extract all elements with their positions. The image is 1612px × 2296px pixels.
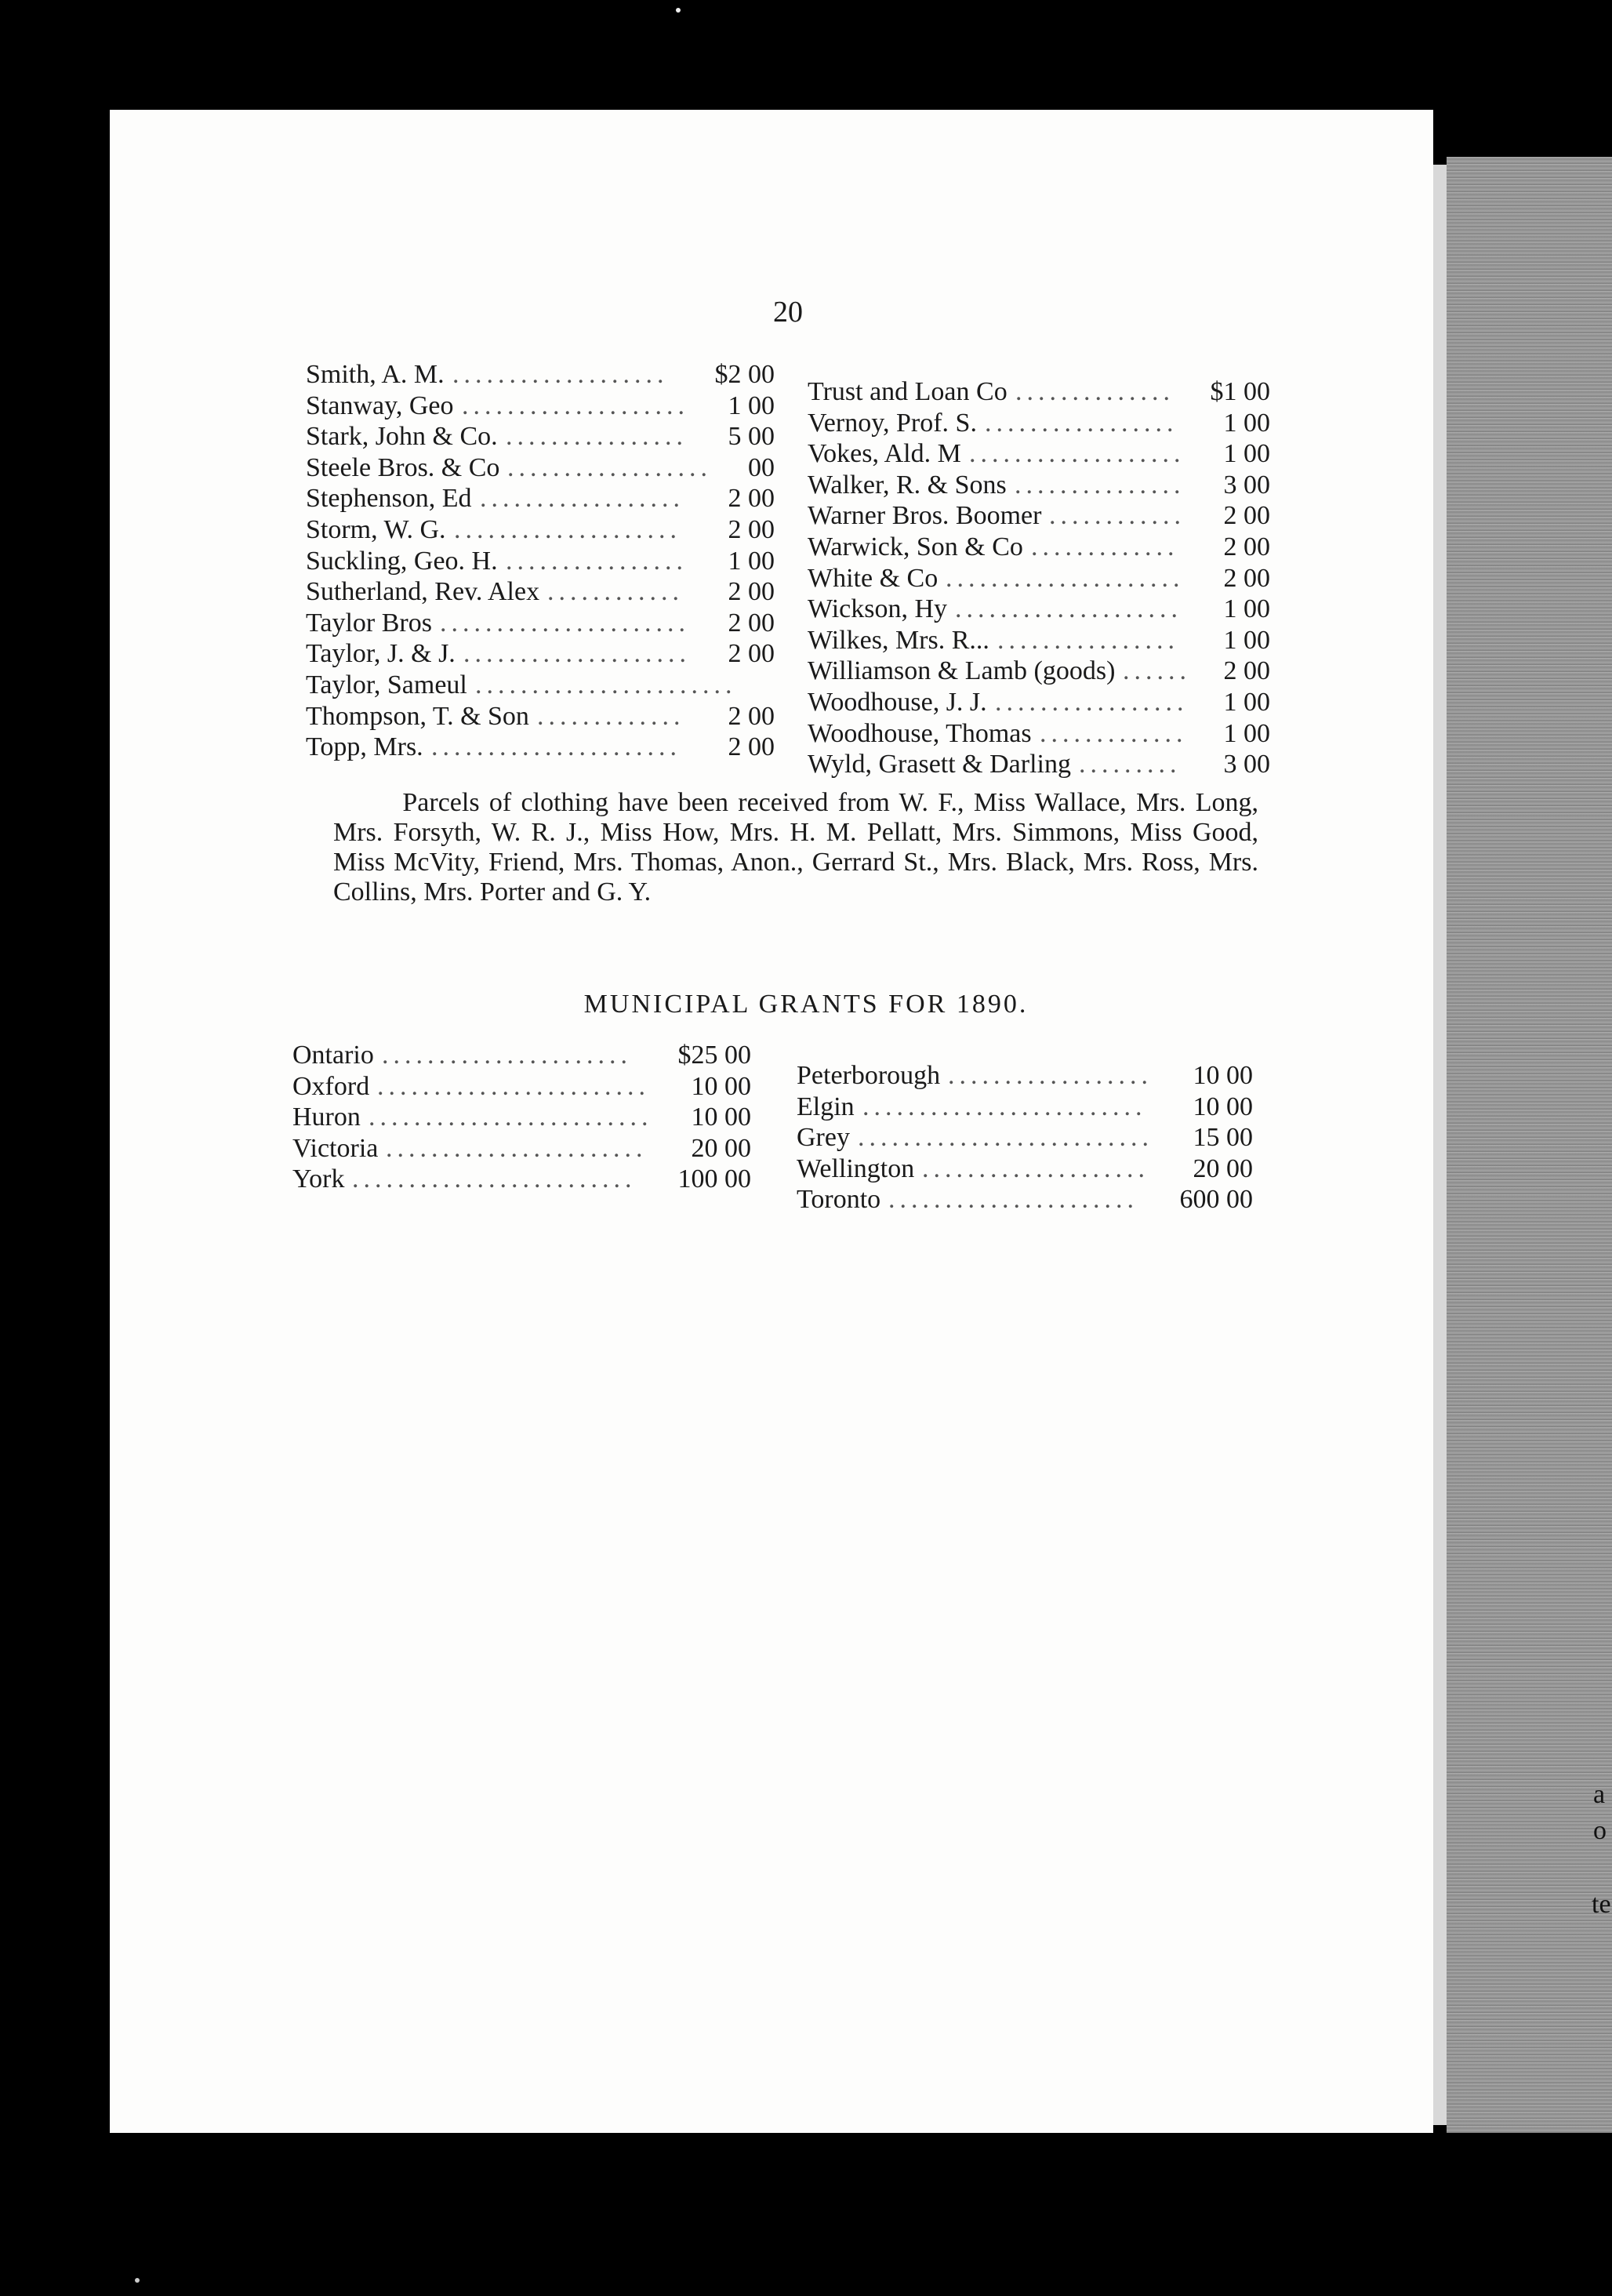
donation-row-name: Walker, R. & Sons	[808, 470, 1007, 500]
donation-row-name: Stark, John & Co.	[306, 422, 498, 452]
dot-leader: .........	[1079, 750, 1182, 779]
donation-row	[306, 359, 775, 391]
dot-leader: ................	[506, 422, 688, 452]
donation-row	[808, 563, 1270, 594]
donation-row	[808, 438, 1270, 470]
dot-leader: .............	[537, 701, 685, 731]
dot-leader: ..........................	[858, 1123, 1153, 1153]
donation-row	[808, 470, 1270, 501]
donations-right-column	[808, 376, 1270, 780]
dot-leader: ....................	[955, 594, 1182, 624]
dot-leader: ....................	[463, 639, 691, 669]
dot-leader: ..................	[480, 484, 684, 514]
donation-row	[306, 732, 775, 763]
dot-leader: ....................	[454, 514, 681, 544]
speck	[135, 2278, 140, 2283]
grant-row	[797, 1092, 1253, 1123]
dot-leader: ................	[997, 625, 1179, 655]
donation-row-name: Storm, W. G.	[306, 514, 446, 544]
donation-row	[306, 514, 775, 546]
donation-row-name: Vernoy, Prof. S.	[808, 408, 977, 438]
donation-row-amount: 1 00	[1223, 625, 1270, 655]
grant-row	[292, 1040, 751, 1071]
donation-row-name: Wyld, Grasett & Darling	[808, 750, 1071, 779]
grant-row-amount: 10 00	[691, 1071, 751, 1101]
donation-row-amount: 1 00	[1223, 687, 1270, 717]
dot-leader: .......................	[475, 670, 737, 699]
donation-row	[306, 576, 775, 608]
donation-row-name: Warner Bros. Boomer	[808, 501, 1042, 531]
dot-leader: ......	[1123, 656, 1191, 686]
dot-leader: ............	[1049, 501, 1185, 531]
dot-leader: ....................	[922, 1153, 1149, 1183]
grant-row-name: Peterborough	[797, 1061, 941, 1090]
grant-row-name: Toronto	[797, 1185, 881, 1215]
dot-leader: .........................	[352, 1164, 637, 1194]
speck	[676, 8, 681, 13]
donation-row	[306, 608, 775, 639]
grant-row-amount: 10 00	[1193, 1061, 1253, 1090]
donation-row	[306, 546, 775, 577]
donation-row-amount: 1 00	[1223, 718, 1270, 748]
parcels-text: Parcels of clothing have been received from W. F., Miss Wallace, Mrs. Long, Mrs. Forsyth, W. R. J., Miss How, Mrs. H. M. Pellatt, Mrs. Simmons, Miss Good, Miss McVity, Friend, Mrs. Thomas, Anon., Gerrard St., Mrs. Black, Mrs. Ross, Mrs. Collins, Mrs. Porter and G. Y.	[333, 788, 1258, 906]
dot-leader: .............	[1031, 532, 1179, 561]
grants-left-column	[292, 1040, 751, 1195]
grant-row-name: Ontario	[292, 1041, 374, 1070]
donation-row	[808, 625, 1270, 656]
grant-row	[797, 1184, 1253, 1215]
grant-row-amount: 20 00	[1193, 1153, 1253, 1183]
donation-row-amount: 2 00	[1223, 656, 1270, 686]
grant-row-name: Huron	[292, 1103, 361, 1132]
donation-row-amount: 00	[748, 452, 775, 482]
dot-leader: ......................	[888, 1185, 1138, 1215]
donation-row-amount: 2 00	[1223, 563, 1270, 593]
grant-row-amount: 10 00	[1193, 1092, 1253, 1121]
donation-row-name: Taylor Bros	[306, 608, 432, 638]
grant-row-amount: 15 00	[1193, 1123, 1253, 1153]
donation-row-amount: $1 00	[1210, 377, 1270, 406]
donation-row	[306, 421, 775, 452]
donation-row	[306, 670, 775, 701]
grant-row	[797, 1153, 1253, 1185]
donations-left-column	[306, 359, 775, 763]
donation-row-name: White & Co	[808, 563, 939, 593]
grant-row-name: Oxford	[292, 1071, 370, 1101]
dot-leader: .....................	[946, 563, 1185, 593]
grant-row-name: Wellington	[797, 1153, 915, 1183]
donation-row	[808, 376, 1270, 408]
dot-leader: .................	[985, 408, 1178, 438]
grant-row-amount: 20 00	[691, 1133, 751, 1163]
donation-row	[808, 656, 1270, 687]
adjacent-page-texture	[1447, 157, 1612, 2133]
dot-leader: .........................	[862, 1092, 1147, 1121]
dot-leader: ....................	[462, 391, 689, 420]
dot-leader: ..................	[948, 1061, 1153, 1090]
grant-row-name: Grey	[797, 1123, 850, 1153]
donation-row-name: Topp, Mrs.	[306, 732, 423, 762]
donation-row-amount: 2 00	[728, 514, 775, 544]
edge-fragment-te: te	[1592, 1890, 1611, 1919]
donation-row	[808, 500, 1270, 532]
dot-leader: ..............	[1015, 377, 1175, 406]
donation-row-name: Wickson, Hy	[808, 594, 948, 624]
dot-leader: .........................	[369, 1103, 653, 1132]
grant-row-name: Victoria	[292, 1133, 379, 1163]
dot-leader: .......................	[386, 1133, 648, 1163]
donation-row-amount: 3 00	[1223, 750, 1270, 779]
donation-row	[808, 718, 1270, 750]
donation-row-name: Taylor, Sameul	[306, 670, 467, 699]
dot-leader: ......................	[382, 1041, 632, 1070]
donation-row-amount: 2 00	[1223, 501, 1270, 531]
donation-row-name: Trust and Loan Co	[808, 377, 1008, 406]
donation-row	[306, 483, 775, 514]
parcels-paragraph	[333, 788, 1258, 907]
grant-row-amount: 10 00	[691, 1103, 751, 1132]
grant-row	[292, 1164, 751, 1195]
dot-leader: ............	[547, 577, 684, 607]
dot-leader: ......................	[440, 608, 690, 638]
donation-row-name: Woodhouse, J. J.	[808, 687, 987, 717]
donation-row	[306, 701, 775, 732]
grant-row-amount: $25 00	[677, 1041, 751, 1070]
dot-leader: .................	[995, 687, 1189, 717]
donation-row-amount: 2 00	[728, 484, 775, 514]
donation-row-name: Williamson & Lamb (goods)	[808, 656, 1116, 686]
donation-row-amount: 1 00	[728, 546, 775, 576]
grant-row	[292, 1071, 751, 1103]
page-number: 20	[773, 296, 803, 329]
dot-leader: ...................	[452, 360, 669, 389]
donation-row	[808, 532, 1270, 563]
donation-row-name: Suckling, Geo. H.	[306, 546, 498, 576]
donation-row-amount: 2 00	[728, 639, 775, 669]
grant-row-amount: 600 00	[1179, 1185, 1253, 1215]
donation-row-name: Stanway, Geo	[306, 391, 454, 420]
donation-row-name: Thompson, T. & Son	[306, 701, 529, 731]
grants-right-column	[797, 1060, 1253, 1215]
donation-row-name: Steele Bros. & Co	[306, 452, 500, 482]
donation-row	[808, 749, 1270, 780]
dot-leader: ......................	[431, 732, 681, 762]
donation-row-name: Vokes, Ald. M	[808, 439, 961, 469]
donation-row-name: Taylor, J. & J.	[306, 639, 456, 669]
donation-row-amount: 3 00	[1223, 470, 1270, 500]
donation-row	[306, 391, 775, 422]
donation-row-name: Stephenson, Ed	[306, 484, 472, 514]
donation-row-amount: 2 00	[728, 577, 775, 607]
donation-row-amount: 2 00	[728, 732, 775, 762]
grant-row-name: York	[292, 1164, 345, 1194]
grant-row	[292, 1133, 751, 1164]
dot-leader: ...................	[969, 439, 1185, 469]
donation-row-amount: $2 00	[714, 360, 775, 389]
dot-leader: ........................	[377, 1071, 650, 1101]
donation-row-amount: 1 00	[1223, 408, 1270, 438]
donation-row-name: Wilkes, Mrs. R...	[808, 625, 989, 655]
dot-leader: ..................	[507, 452, 712, 482]
edge-fragment-a: a	[1593, 1780, 1606, 1809]
dot-leader: .............	[1040, 718, 1188, 748]
donation-row-amount: 5 00	[728, 422, 775, 452]
donation-row-amount: 2 00	[728, 608, 775, 638]
grant-row	[797, 1122, 1253, 1153]
dot-leader: ...............	[1015, 470, 1185, 500]
edge-fragment-o: o	[1593, 1816, 1607, 1845]
donation-row-amount: 1 00	[728, 391, 775, 420]
donation-row	[306, 452, 775, 484]
donation-row	[808, 408, 1270, 439]
donation-row-amount: 1 00	[1223, 594, 1270, 624]
donation-row	[306, 638, 775, 670]
donation-row-name: Woodhouse, Thomas	[808, 718, 1032, 748]
donation-row-amount: 2 00	[728, 701, 775, 731]
donation-row	[808, 687, 1270, 718]
donation-row-name: Sutherland, Rev. Alex	[306, 577, 540, 607]
grant-row-name: Elgin	[797, 1092, 855, 1121]
grant-row-amount: 100 00	[677, 1164, 751, 1194]
grant-row	[292, 1102, 751, 1133]
donation-row-name: Warwick, Son & Co	[808, 532, 1023, 561]
grant-row	[797, 1060, 1253, 1092]
donation-row-amount: 1 00	[1223, 439, 1270, 469]
dot-leader: ................	[506, 546, 688, 576]
donation-row	[808, 594, 1270, 625]
municipal-grants-heading: MUNICIPAL GRANTS FOR 1890.	[583, 990, 1029, 1019]
donation-row-amount: 2 00	[1223, 532, 1270, 561]
donation-row-name: Smith, A. M.	[306, 360, 445, 389]
